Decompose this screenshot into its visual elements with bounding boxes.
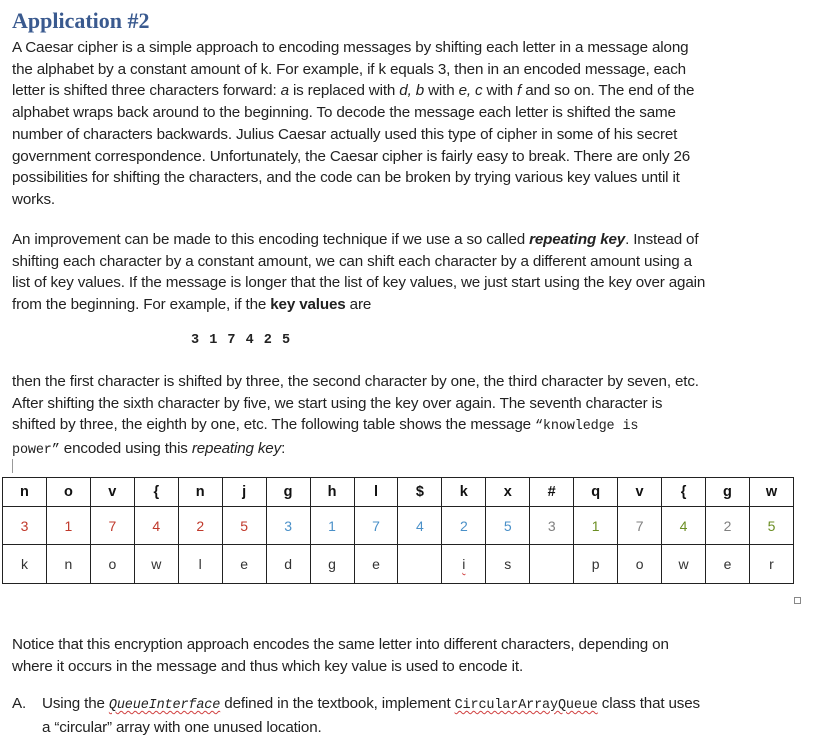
key-cell: 4 [662, 507, 706, 545]
text-line: from the beginning. For example, if the key values are [12, 296, 372, 314]
key-cell: 2 [706, 507, 750, 545]
text-line: Using the QueueInterface defined in the textbook, implement CircularArrayQueue class that uses [42, 695, 700, 713]
encoded-cell: v [90, 478, 134, 507]
list-item-content [42, 693, 812, 739]
plaintext-cell: e [706, 545, 750, 584]
encoded-cell: n [3, 478, 47, 507]
plaintext-cell: g [310, 545, 354, 584]
page-title: Application #2 [12, 8, 150, 33]
plaintext-cell: e [222, 545, 266, 584]
plaintext-cell [398, 545, 442, 584]
encoded-cell: k [442, 478, 486, 507]
queue-interface-code: QueueInterface [108, 698, 221, 713]
key-cell: 1 [574, 507, 618, 545]
encoded-cell: w [749, 478, 793, 507]
plaintext-cell: k [3, 545, 47, 584]
key-values-example: 3 1 7 4 2 5 [191, 333, 292, 348]
key-cell: 7 [90, 507, 134, 545]
plaintext-cell: s [486, 545, 530, 584]
encoded-cell: $ [398, 478, 442, 507]
key-cell: 3 [530, 507, 574, 545]
encoded-cell: v [618, 478, 662, 507]
plaintext-cell: e [354, 545, 398, 584]
key-cell: 1 [310, 507, 354, 545]
key-cell: 5 [749, 507, 793, 545]
key-cell: 4 [398, 507, 442, 545]
text-line: An improvement can be made to this encoding technique if we use a so called repeating key. Instead of [12, 231, 699, 248]
circular-array-queue-code: CircularArrayQueue [454, 698, 598, 713]
encoded-cell: g [266, 478, 310, 507]
plaintext-row [3, 545, 794, 584]
key-cell: 2 [442, 507, 486, 545]
key-cell: 5 [486, 507, 530, 545]
text-line: shifting each character by a constant amount, we can shift each character by a different amount using a [12, 252, 692, 270]
plaintext-cell: i [442, 545, 486, 584]
text-line: list of key values. If the message is longer that the list of key values, we just start using the key over again [12, 274, 706, 292]
key-cell: 3 [266, 507, 310, 545]
text-line: letter is shifted three characters forward: a is replaced with d, b with e, c with f and so on. The end of the [12, 82, 695, 100]
plaintext-cell: w [134, 545, 178, 584]
plaintext-cell: l [178, 545, 222, 584]
encoded-cell: n [178, 478, 222, 507]
key-cell: 5 [222, 507, 266, 545]
text-cursor [12, 459, 13, 473]
table-resize-handle[interactable] [794, 597, 801, 604]
paragraph-key-explanation [12, 371, 802, 462]
encoded-cell: x [486, 478, 530, 507]
encoded-cell: o [46, 478, 90, 507]
plaintext-cell: w [662, 545, 706, 584]
encoded-cell: g [706, 478, 750, 507]
text-line: power” encoded using this repeating key: [12, 440, 286, 459]
paragraph-repeating-key [12, 229, 802, 316]
text-line: A Caesar cipher is a simple approach to encoding messages by shifting each letter in a message along [12, 39, 689, 56]
plaintext-cell: o [90, 545, 134, 584]
text-line: alphabet wraps back around to the beginning. To decode the message each letter is shifted the same [12, 104, 676, 122]
text-line: shifted by three, the eighth by one, etc. The following table shows the message “knowledge is [12, 416, 639, 435]
text-line: works. [12, 190, 55, 208]
plaintext-cell [530, 545, 574, 584]
plaintext-cell: r [749, 545, 793, 584]
encoded-cell: # [530, 478, 574, 507]
text-line: Notice that this encryption approach encodes the same letter into different characters, depending on [12, 636, 669, 653]
plaintext-cell: o [618, 545, 662, 584]
text-line: the alphabet by a constant amount of k. For example, if k equals 3, then in an encoded message, each [12, 60, 686, 78]
list-marker: A. [12, 695, 27, 712]
text-line: number of characters backwards. Julius Caesar actually used this type of cipher in some of his secret [12, 125, 678, 143]
text-line: where it occurs in the message and thus which key value is used to encode it. [12, 657, 524, 675]
key-cell: 1 [46, 507, 90, 545]
key-cell: 4 [134, 507, 178, 545]
text-line: then the first character is shifted by three, the second character by one, the third character by seven, etc. [12, 373, 699, 390]
encoded-cell: l [354, 478, 398, 507]
key-row [3, 507, 794, 545]
text-line: government correspondence. Unfortunately, the Caesar cipher is fairly easy to break. There are only 26 [12, 147, 691, 165]
key-cell: 7 [618, 507, 662, 545]
key-cell: 2 [178, 507, 222, 545]
key-cell: 7 [354, 507, 398, 545]
encoded-cell: q [574, 478, 618, 507]
plaintext-cell: p [574, 545, 618, 584]
encoded-row [3, 478, 794, 507]
encoded-cell: { [134, 478, 178, 507]
cipher-table [2, 477, 794, 584]
plaintext-cell: n [46, 545, 90, 584]
text-line: possibilities for shifting the characters, and the code can be broken by trying various key values until it [12, 169, 680, 187]
plaintext-cell: d [266, 545, 310, 584]
encoded-cell: j [222, 478, 266, 507]
text-line: After shifting the sixth character by five, we start using the key over again. The seventh character is [12, 394, 663, 412]
repeating-key-term: repeating key [529, 231, 626, 248]
text-line: a “circular” array with one unused location. [42, 719, 322, 736]
encoded-cell: { [662, 478, 706, 507]
key-cell: 3 [3, 507, 47, 545]
paragraph-caesar-intro [12, 37, 802, 211]
paragraph-notice [12, 634, 802, 677]
encoded-cell: h [310, 478, 354, 507]
